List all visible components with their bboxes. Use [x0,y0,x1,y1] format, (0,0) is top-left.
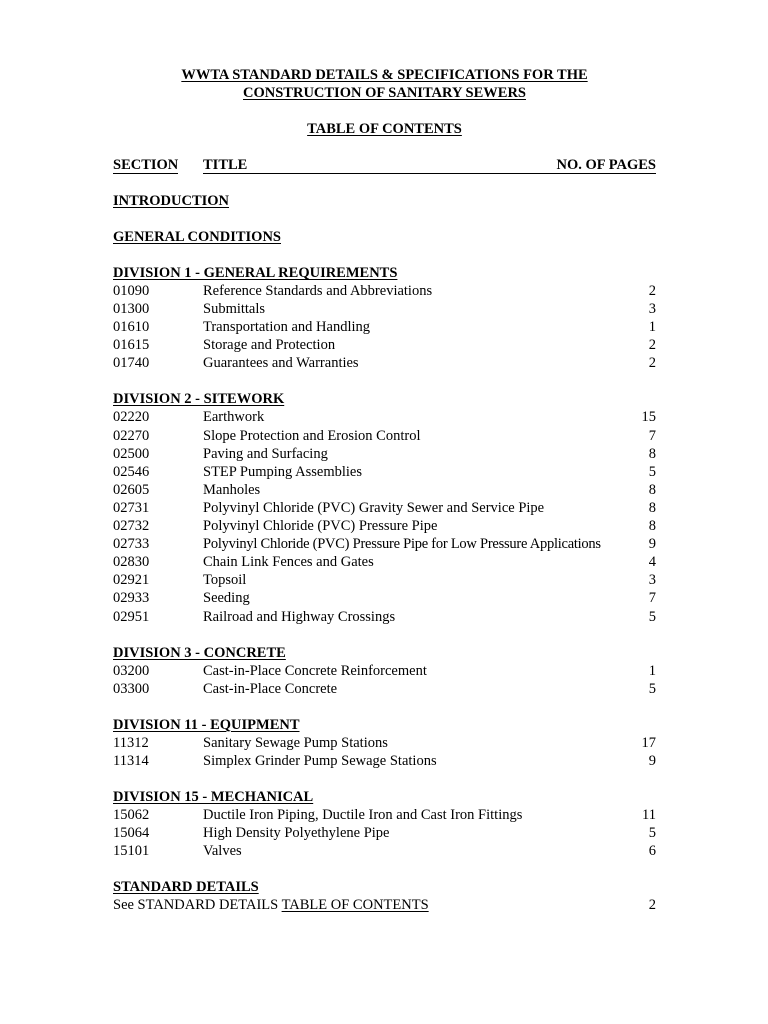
toc-code: 02951 [113,608,150,625]
toc-code: 02732 [113,518,150,535]
toc-title: Railroad and Highway Crossings [203,608,396,625]
toc-title: Topsoil [203,572,247,589]
division-heading: DIVISION 15 - MECHANICAL [113,788,314,805]
toc-code: 01300 [113,301,150,318]
toc-pages: 6 [648,843,656,860]
toc-pages: 8 [648,499,656,516]
toc-title: Polyvinyl Chloride (PVC) Pressure Pipe for Low Pressure Applications [203,536,601,553]
toc-row [113,662,656,680]
toc-code: 02733 [113,536,150,553]
toc-title: Cast-in-Place Concrete Reinforcement [203,662,427,679]
section-general-conditions: GENERAL CONDITIONS [113,229,281,245]
toc-title: Transportation and Handling [203,319,371,336]
toc-row [113,481,656,499]
toc-title: Storage and Protection [203,337,336,354]
column-header-section: SECTION [113,157,179,173]
toc-code: 02270 [113,427,150,444]
toc-row [113,535,656,553]
toc-pages: 4 [648,554,656,571]
toc-code: 03300 [113,680,150,697]
toc-row [113,571,656,589]
toc-pages: 1 [648,662,656,679]
toc-pages: 7 [648,590,656,607]
toc-row [113,734,656,752]
column-header-title: TITLE [203,157,248,173]
toc-pages: 2 [648,337,656,354]
toc-pages: 2 [648,897,656,914]
toc-code: 11314 [113,752,149,769]
toc-row [113,608,656,626]
toc-row [113,354,656,372]
toc-pages: 2 [648,283,656,299]
toc-row [113,427,656,445]
toc-row [113,517,656,535]
column-header-underline [203,156,656,174]
toc-pages: 5 [648,680,656,697]
toc-title: Valves [203,843,242,860]
toc-code: 02605 [113,481,150,498]
toc-title: Guarantees and Warranties [203,355,359,372]
division-heading: DIVISION 1 - GENERAL REQUIREMENTS [113,265,398,281]
toc-row [113,680,656,698]
column-header-pages: NO. OF PAGES [556,157,656,173]
toc-pages: 17 [641,734,656,751]
toc-code: 01610 [113,319,150,336]
toc-title: Submittals [203,301,266,318]
toc-title: Cast-in-Place Concrete [203,680,338,697]
toc-code: 15064 [113,825,150,842]
toc-row [113,553,656,571]
toc-code: 01090 [113,283,150,299]
toc-pages: 15 [641,409,656,426]
toc-code: 15062 [113,806,150,823]
document-title-line-1: WWTA STANDARD DETAILS & SPECIFICATIONS FOR THE [181,67,588,83]
standard-details-row [113,896,656,914]
toc-title: High Density Polyethylene Pipe [203,825,390,842]
toc-pages: 5 [648,463,656,480]
toc-title: Manholes [203,481,261,498]
toc-pages: 7 [648,427,656,444]
toc-code: 02921 [113,572,150,589]
toc-row [113,824,656,842]
toc-pages: 3 [648,301,656,318]
toc-title: Seeding [203,590,250,607]
toc-row [113,445,656,463]
toc-title: Ductile Iron Piping, Ductile Iron and Cast Iron Fittings [203,806,523,823]
toc-pages: 1 [648,319,656,336]
toc-code: 15101 [113,843,150,860]
division-heading: DIVISION 2 - SITEWORK [113,391,285,408]
toc-title: Paving and Surfacing [203,445,328,462]
toc-title: Earthwork [203,409,265,426]
toc-heading: TABLE OF CONTENTS [307,121,462,137]
toc-code: 01740 [113,355,150,372]
toc-row [113,408,656,426]
toc-code: 02220 [113,409,150,426]
toc-title: Chain Link Fences and Gates [203,554,374,571]
standard-details-see-text: See STANDARD DETAILS [113,897,282,914]
toc-row [113,463,656,481]
toc-code: 02830 [113,554,150,571]
toc-title: STEP Pumping Assemblies [203,463,362,480]
toc-title: Reference Standards and Abbreviations [203,283,433,299]
toc-pages: 9 [648,752,656,769]
toc-code: 02933 [113,590,150,607]
toc-title: Simplex Grinder Pump Sewage Stations [203,752,437,769]
document-title-line-2: CONSTRUCTION OF SANITARY SEWERS [243,85,526,101]
toc-row [113,336,656,354]
toc-row [113,752,656,770]
division-heading: DIVISION 3 - CONCRETE [113,644,286,661]
toc-pages: 3 [648,572,656,589]
toc-pages: 9 [648,536,656,553]
toc-code: 01615 [113,337,150,354]
toc-pages: 5 [648,608,656,625]
toc-pages: 11 [642,806,656,823]
toc-row [113,499,656,517]
standard-details-heading: STANDARD DETAILS [113,879,259,896]
toc-pages: 8 [648,445,656,462]
toc-row [113,318,656,336]
section-introduction: INTRODUCTION [113,193,230,209]
toc-code: 02546 [113,463,150,480]
toc-pages: 5 [648,825,656,842]
toc-row [113,300,656,318]
toc-row [113,282,656,300]
toc-code: 02500 [113,445,150,462]
division-heading: DIVISION 11 - EQUIPMENT [113,716,300,733]
toc-pages: 8 [648,481,656,498]
document-page [113,66,656,914]
toc-pages: 2 [648,355,656,372]
toc-row [113,842,656,860]
toc-code: 11312 [113,734,149,751]
standard-details-toc-link[interactable]: TABLE OF CONTENTS [281,897,429,914]
toc-title: Slope Protection and Erosion Control [203,427,421,444]
toc-title: Sanitary Sewage Pump Stations [203,734,388,751]
toc-row [113,589,656,607]
toc-row [113,806,656,824]
toc-title: Polyvinyl Chloride (PVC) Gravity Sewer and Service Pipe [203,499,545,516]
column-headers [113,156,656,174]
toc-code: 03200 [113,662,150,679]
toc-title: Polyvinyl Chloride (PVC) Pressure Pipe [203,518,438,535]
toc-pages: 8 [648,518,656,535]
toc-code: 02731 [113,499,150,516]
